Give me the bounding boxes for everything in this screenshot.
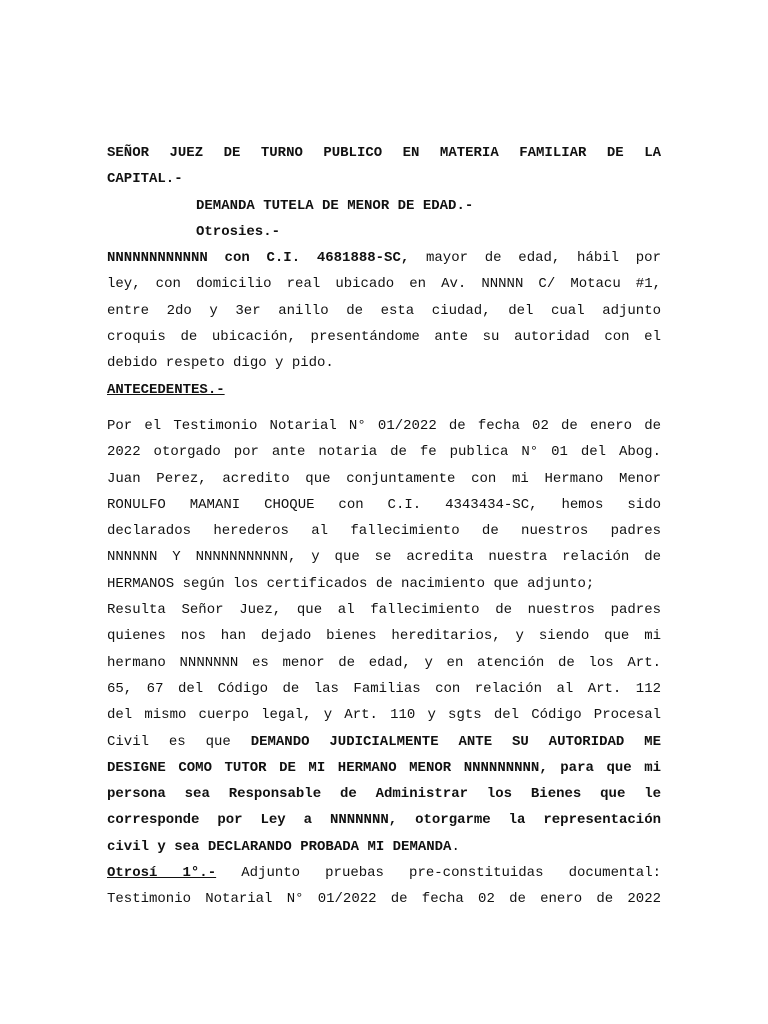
otrosi-1-line-2: Testimonio Notarial N° 01/2022 de fecha 02 de enero de 2022 (107, 891, 661, 908)
petitioner-name-ci: NNNNNNNNNNNN con C.I. 4681888-SC, (107, 250, 410, 267)
intro-line-2: ley, con domicilio real ubicado en Av. NNNNN C/ Motacu #1, (107, 276, 661, 293)
demand-bold-line: DESIGNE COMO TUTOR DE MI HERMANO MENOR NNNNNNNNN, para que mi (107, 759, 661, 776)
otrosi-label: Otrosí 1°.- (107, 865, 217, 882)
addressee-line-2: CAPITAL.- (107, 171, 183, 188)
para-line: Juan Perez, acredito que conjuntamente con mi Hermano Menor (107, 470, 661, 487)
otrosi-1-line: Otrosí 1°.- Adjunto pruebas pre-constituidas documental: (107, 865, 661, 882)
demand-bold-line: corresponde por Ley a NNNNNNN, otorgarme la representación (107, 812, 661, 829)
demand-bold-start: DEMANDO JUDICIALMENTE ANTE SU AUTORIDAD ME (250, 733, 661, 750)
para-line: quienes nos han dejado bienes hereditarios, y siendo que mi (107, 628, 661, 645)
intro-line-4: croquis de ubicación, presentándome ante su autoridad con el (107, 329, 661, 346)
addressee-line-1: SEÑOR JUEZ DE TURNO PUBLICO EN MATERIA FAMILIAR DE LA (107, 145, 661, 161)
para-line: NNNNNN Y NNNNNNNNNNN, y que se acredita nuestra relación de (107, 549, 661, 566)
antecedentes-title: ANTECEDENTES.- (107, 381, 225, 398)
para-line: HERMANOS según los certificados de nacimiento que adjunto; (107, 575, 595, 592)
para-line: 65, 67 del Código de las Familias con relación al Art. 112 (107, 680, 661, 697)
para-line: 2022 otorgado por ante notaria de fe publica N° 01 del Abog. (107, 444, 661, 461)
para-line: Por el Testimonio Notarial N° 01/2022 de fecha 02 de enero de (107, 417, 661, 434)
demand-bold-line: civil y sea DECLARANDO PROBADA MI DEMANDA. (107, 838, 460, 855)
intro-line-3: entre 2do y 3er anillo de esta ciudad, del cual adjunto (107, 302, 661, 319)
intro-line-5: debido respeto digo y pido. (107, 355, 334, 372)
para-line-civil: Civil es que DEMANDO JUDICIALMENTE ANTE SU AUTORIDAD ME (107, 733, 661, 750)
para-testimonio (107, 413, 661, 597)
intro-line-1: NNNNNNNNNNNN con C.I. 4681888-SC, mayor de edad, hábil por (107, 250, 661, 267)
para-line: hermano NNNNNNN es menor de edad, y en atención de los Art. (107, 654, 661, 671)
para-line: Resulta Señor Juez, que al fallecimiento de nuestros padres (107, 602, 661, 619)
demand-bold-line: persona sea Responsable de Administrar los Bienes que le (107, 786, 661, 803)
document-subject: DEMANDA TUTELA DE MENOR DE EDAD.- (196, 197, 474, 214)
para-resulta (107, 597, 661, 860)
para-line: RONULFO MAMANI CHOQUE con C.I. 4343434-SC, hemos sido (107, 496, 661, 513)
para-line: declarados herederos al fallecimiento de nuestros padres (107, 523, 661, 540)
document-page (107, 140, 661, 913)
para-line: del mismo cuerpo legal, y Art. 110 y sgts del Código Procesal (107, 707, 661, 724)
otrosies-heading: Otrosies.- (196, 223, 281, 240)
